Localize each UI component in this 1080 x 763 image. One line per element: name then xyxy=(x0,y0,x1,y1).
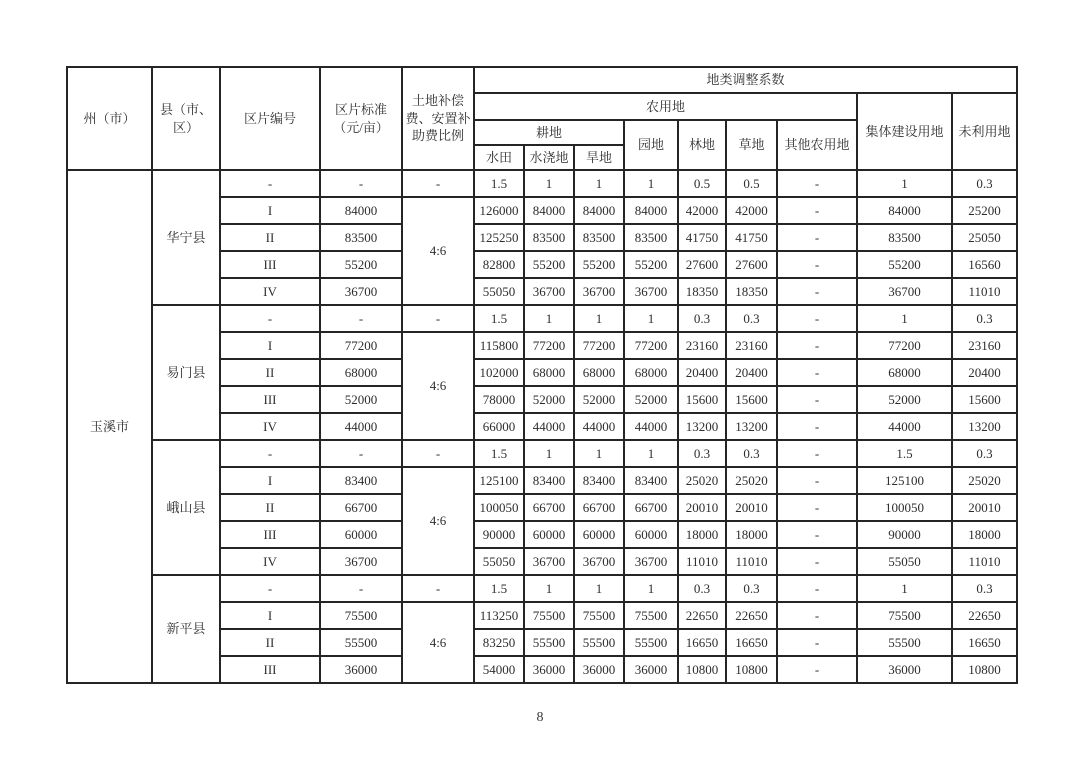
block-standard-cell: 84000 xyxy=(320,197,402,224)
coefficient-value-cell: - xyxy=(777,413,857,440)
header-forest-land: 林地 xyxy=(678,120,726,170)
coefficient-value-cell: 42000 xyxy=(726,197,777,224)
coefficient-value-cell: - xyxy=(777,197,857,224)
header-row-1 xyxy=(67,67,1017,93)
coefficient-value-cell: 60000 xyxy=(524,521,574,548)
coefficient-value-cell: 11010 xyxy=(726,548,777,575)
block-standard-cell: 60000 xyxy=(320,521,402,548)
block-number-cell: II xyxy=(220,494,320,521)
coefficient-value-cell: 20010 xyxy=(678,494,726,521)
coefficient-value-cell: 55200 xyxy=(857,251,952,278)
coefficient-value-cell: 1 xyxy=(524,440,574,467)
coefficient-value-cell: 1 xyxy=(524,575,574,602)
block-standard-cell: 75500 xyxy=(320,602,402,629)
header-agricultural-land: 农用地 xyxy=(474,93,857,120)
coefficient-value-cell: 77200 xyxy=(624,332,678,359)
block-number-cell: IV xyxy=(220,548,320,575)
block-number-cell: III xyxy=(220,656,320,683)
coefficient-value-cell: 60000 xyxy=(624,521,678,548)
block-standard-cell: - xyxy=(320,170,402,197)
county-cell: 易门县 xyxy=(152,305,220,440)
coefficient-value-cell: 55050 xyxy=(474,278,524,305)
coefficient-value-cell: 52000 xyxy=(857,386,952,413)
coefficient-value-cell: 36700 xyxy=(524,278,574,305)
coefficient-value-cell: - xyxy=(777,386,857,413)
header-dry-land: 旱地 xyxy=(574,145,624,170)
coefficient-value-cell: - xyxy=(777,629,857,656)
coefficient-value-cell: 15600 xyxy=(726,386,777,413)
header-state: 州（市） xyxy=(67,67,152,170)
coefficient-value-cell: 0.3 xyxy=(952,305,1017,332)
block-standard-cell: 83500 xyxy=(320,224,402,251)
block-number-cell: - xyxy=(220,575,320,602)
coefficient-value-cell: 1 xyxy=(857,170,952,197)
header-county: 县（市、区） xyxy=(152,67,220,170)
coefficient-value-cell: 83500 xyxy=(524,224,574,251)
block-number-cell: I xyxy=(220,332,320,359)
coefficient-value-cell: 16650 xyxy=(952,629,1017,656)
coefficient-value-cell: 36700 xyxy=(624,278,678,305)
header-cultivated-land: 耕地 xyxy=(474,120,624,145)
block-standard-cell: - xyxy=(320,305,402,332)
coefficient-value-cell: - xyxy=(777,440,857,467)
coefficient-value-cell: 1 xyxy=(624,440,678,467)
coefficient-value-cell: 0.3 xyxy=(952,170,1017,197)
coefficient-value-cell: 83400 xyxy=(624,467,678,494)
coefficient-value-cell: 82800 xyxy=(474,251,524,278)
coefficient-value-cell: 23160 xyxy=(678,332,726,359)
block-standard-cell: 44000 xyxy=(320,413,402,440)
state-cell: 玉溪市 xyxy=(67,170,152,683)
coefficient-value-cell: 1.5 xyxy=(474,575,524,602)
coefficient-value-cell: 125100 xyxy=(474,467,524,494)
coefficient-value-cell: 55050 xyxy=(474,548,524,575)
coefficient-value-cell: 13200 xyxy=(726,413,777,440)
coefficient-value-cell: 75500 xyxy=(524,602,574,629)
block-standard-cell: - xyxy=(320,575,402,602)
coefficient-value-cell: 1 xyxy=(574,575,624,602)
coefficient-value-cell: 0.3 xyxy=(952,575,1017,602)
coefficient-value-cell: 36700 xyxy=(574,278,624,305)
coefficient-value-cell: 77200 xyxy=(857,332,952,359)
coefficient-value-cell: - xyxy=(777,521,857,548)
coefficient-value-cell: 15600 xyxy=(952,386,1017,413)
ratio-cell: 4:6 xyxy=(402,197,474,305)
coefficient-value-cell: 23160 xyxy=(726,332,777,359)
header-adjustment-coefficient: 地类调整系数 xyxy=(474,67,1017,93)
block-standard-cell: 52000 xyxy=(320,386,402,413)
table-row xyxy=(67,440,1017,467)
coefficient-value-cell: 1 xyxy=(624,170,678,197)
coefficient-value-cell: 0.3 xyxy=(678,575,726,602)
ratio-cell: - xyxy=(402,575,474,602)
coefficient-value-cell: 20400 xyxy=(678,359,726,386)
ratio-cell: 4:6 xyxy=(402,602,474,683)
coefficient-value-cell: 83500 xyxy=(624,224,678,251)
header-block-standard: 区片标准（元/亩） xyxy=(320,67,402,170)
coefficient-value-cell: - xyxy=(777,224,857,251)
coefficient-value-cell: 1 xyxy=(624,575,678,602)
coefficient-value-cell: 1 xyxy=(857,575,952,602)
coefficient-value-cell: 66700 xyxy=(524,494,574,521)
coefficient-value-cell: - xyxy=(777,575,857,602)
coefficient-value-cell: 55200 xyxy=(524,251,574,278)
coefficient-value-cell: 11010 xyxy=(952,548,1017,575)
coefficient-value-cell: 23160 xyxy=(952,332,1017,359)
coefficient-value-cell: 83500 xyxy=(574,224,624,251)
block-number-cell: II xyxy=(220,224,320,251)
coefficient-value-cell: 90000 xyxy=(474,521,524,548)
page-number: 8 xyxy=(536,710,544,725)
coefficient-value-cell: 44000 xyxy=(574,413,624,440)
coefficient-value-cell: 52000 xyxy=(624,386,678,413)
coefficient-value-cell: 0.3 xyxy=(726,440,777,467)
coefficient-value-cell: 68000 xyxy=(857,359,952,386)
coefficient-value-cell: 25050 xyxy=(952,224,1017,251)
block-number-cell: I xyxy=(220,602,320,629)
county-cell: 华宁县 xyxy=(152,170,220,305)
block-standard-cell: 36700 xyxy=(320,278,402,305)
coefficient-value-cell: 25020 xyxy=(952,467,1017,494)
block-standard-cell: 55200 xyxy=(320,251,402,278)
coefficient-value-cell: 20010 xyxy=(726,494,777,521)
coefficient-value-cell: 22650 xyxy=(678,602,726,629)
coefficient-value-cell: 10800 xyxy=(678,656,726,683)
coefficient-value-cell: - xyxy=(777,359,857,386)
coefficient-value-cell: 25020 xyxy=(726,467,777,494)
ratio-cell: - xyxy=(402,440,474,467)
ratio-cell: 4:6 xyxy=(402,332,474,440)
coefficient-value-cell: 90000 xyxy=(857,521,952,548)
header-block-number: 区片编号 xyxy=(220,67,320,170)
coefficient-value-cell: 1 xyxy=(574,305,624,332)
coefficient-value-cell: 55500 xyxy=(574,629,624,656)
block-standard-cell: 77200 xyxy=(320,332,402,359)
coefficient-value-cell: 115800 xyxy=(474,332,524,359)
coefficient-value-cell: 25200 xyxy=(952,197,1017,224)
block-number-cell: - xyxy=(220,170,320,197)
coefficient-value-cell: 18000 xyxy=(726,521,777,548)
coefficient-value-cell: 55200 xyxy=(574,251,624,278)
coefficient-value-cell: 0.5 xyxy=(726,170,777,197)
coefficient-value-cell: 100050 xyxy=(857,494,952,521)
table-header xyxy=(67,67,1017,170)
coefficient-value-cell: 36000 xyxy=(624,656,678,683)
coefficient-value-cell: 0.3 xyxy=(678,305,726,332)
block-number-cell: - xyxy=(220,440,320,467)
coefficient-value-cell: - xyxy=(777,602,857,629)
coefficient-value-cell: 68000 xyxy=(624,359,678,386)
coefficient-value-cell: 10800 xyxy=(726,656,777,683)
coefficient-value-cell: 20010 xyxy=(952,494,1017,521)
coefficient-value-cell: 22650 xyxy=(726,602,777,629)
table-row xyxy=(67,170,1017,197)
coefficient-value-cell: 1 xyxy=(574,440,624,467)
ratio-cell: - xyxy=(402,170,474,197)
coefficient-value-cell: 18000 xyxy=(678,521,726,548)
block-number-cell: IV xyxy=(220,413,320,440)
coefficient-value-cell: 11010 xyxy=(678,548,726,575)
coefficient-value-cell: 84000 xyxy=(524,197,574,224)
coefficient-value-cell: 27600 xyxy=(726,251,777,278)
coefficient-value-cell: 25020 xyxy=(678,467,726,494)
block-standard-cell: 83400 xyxy=(320,467,402,494)
table-body xyxy=(67,170,1017,683)
coefficient-value-cell: - xyxy=(777,494,857,521)
coefficient-value-cell: 44000 xyxy=(857,413,952,440)
coefficient-value-cell: 52000 xyxy=(524,386,574,413)
coefficient-value-cell: 83400 xyxy=(524,467,574,494)
coefficient-value-cell: 42000 xyxy=(678,197,726,224)
coefficient-value-cell: 68000 xyxy=(574,359,624,386)
header-grassland: 草地 xyxy=(726,120,777,170)
coefficient-value-cell: 1 xyxy=(857,305,952,332)
coefficient-value-cell: 83250 xyxy=(474,629,524,656)
coefficient-value-cell: 84000 xyxy=(624,197,678,224)
coefficient-value-cell: 1.5 xyxy=(474,440,524,467)
block-standard-cell: 66700 xyxy=(320,494,402,521)
coefficient-value-cell: 55200 xyxy=(624,251,678,278)
coefficient-value-cell: 0.5 xyxy=(678,170,726,197)
block-number-cell: III xyxy=(220,521,320,548)
header-other-agricultural: 其他农用地 xyxy=(777,120,857,170)
coefficient-value-cell: 10800 xyxy=(952,656,1017,683)
coefficient-value-cell: - xyxy=(777,332,857,359)
block-number-cell: IV xyxy=(220,278,320,305)
block-number-cell: II xyxy=(220,359,320,386)
coefficient-value-cell: 36000 xyxy=(574,656,624,683)
coefficient-value-cell: 20400 xyxy=(952,359,1017,386)
coefficient-value-cell: 20400 xyxy=(726,359,777,386)
coefficient-value-cell: 11010 xyxy=(952,278,1017,305)
land-compensation-table xyxy=(66,66,1018,684)
coefficient-value-cell: 44000 xyxy=(524,413,574,440)
coefficient-value-cell: 27600 xyxy=(678,251,726,278)
coefficient-value-cell: 1 xyxy=(524,170,574,197)
header-paddy-field: 水田 xyxy=(474,145,524,170)
coefficient-value-cell: 66700 xyxy=(624,494,678,521)
coefficient-value-cell: 102000 xyxy=(474,359,524,386)
block-standard-cell: 36700 xyxy=(320,548,402,575)
coefficient-value-cell: 55500 xyxy=(524,629,574,656)
coefficient-value-cell: 84000 xyxy=(857,197,952,224)
coefficient-value-cell: 55050 xyxy=(857,548,952,575)
coefficient-value-cell: 1.5 xyxy=(474,170,524,197)
coefficient-value-cell: 44000 xyxy=(624,413,678,440)
ratio-cell: 4:6 xyxy=(402,467,474,575)
coefficient-value-cell: 15600 xyxy=(678,386,726,413)
ratio-cell: - xyxy=(402,305,474,332)
coefficient-value-cell: - xyxy=(777,305,857,332)
coefficient-value-cell: 13200 xyxy=(678,413,726,440)
coefficient-value-cell: 36000 xyxy=(857,656,952,683)
county-cell: 峨山县 xyxy=(152,440,220,575)
coefficient-value-cell: 41750 xyxy=(678,224,726,251)
coefficient-value-cell: 22650 xyxy=(952,602,1017,629)
coefficient-value-cell: 1.5 xyxy=(474,305,524,332)
coefficient-value-cell: 18350 xyxy=(726,278,777,305)
block-number-cell: I xyxy=(220,467,320,494)
block-standard-cell: - xyxy=(320,440,402,467)
coefficient-value-cell: 55500 xyxy=(624,629,678,656)
coefficient-value-cell: 77200 xyxy=(574,332,624,359)
block-standard-cell: 68000 xyxy=(320,359,402,386)
table-row xyxy=(67,305,1017,332)
coefficient-value-cell: 36000 xyxy=(524,656,574,683)
coefficient-value-cell: 83400 xyxy=(574,467,624,494)
coefficient-value-cell: 0.3 xyxy=(952,440,1017,467)
coefficient-value-cell: 125100 xyxy=(857,467,952,494)
coefficient-value-cell: 36700 xyxy=(857,278,952,305)
coefficient-value-cell: 100050 xyxy=(474,494,524,521)
coefficient-value-cell: - xyxy=(777,548,857,575)
coefficient-value-cell: - xyxy=(777,656,857,683)
coefficient-value-cell: 0.3 xyxy=(726,305,777,332)
coefficient-value-cell: 1 xyxy=(574,170,624,197)
block-number-cell: III xyxy=(220,386,320,413)
coefficient-value-cell: 18000 xyxy=(952,521,1017,548)
coefficient-value-cell: 1.5 xyxy=(857,440,952,467)
coefficient-value-cell: 68000 xyxy=(524,359,574,386)
coefficient-value-cell: 18350 xyxy=(678,278,726,305)
coefficient-value-cell: 16650 xyxy=(726,629,777,656)
coefficient-value-cell: 84000 xyxy=(574,197,624,224)
coefficient-value-cell: - xyxy=(777,467,857,494)
block-number-cell: III xyxy=(220,251,320,278)
table-row xyxy=(67,575,1017,602)
coefficient-value-cell: 113250 xyxy=(474,602,524,629)
coefficient-value-cell: 66700 xyxy=(574,494,624,521)
coefficient-value-cell: 55500 xyxy=(857,629,952,656)
coefficient-value-cell: 41750 xyxy=(726,224,777,251)
block-standard-cell: 36000 xyxy=(320,656,402,683)
coefficient-value-cell: 83500 xyxy=(857,224,952,251)
coefficient-value-cell: 126000 xyxy=(474,197,524,224)
coefficient-value-cell: 125250 xyxy=(474,224,524,251)
coefficient-value-cell: 36700 xyxy=(574,548,624,575)
header-unused-land: 未利用地 xyxy=(952,93,1017,170)
block-standard-cell: 55500 xyxy=(320,629,402,656)
coefficient-value-cell: 78000 xyxy=(474,386,524,413)
coefficient-value-cell: - xyxy=(777,278,857,305)
coefficient-value-cell: - xyxy=(777,251,857,278)
coefficient-value-cell: 66000 xyxy=(474,413,524,440)
coefficient-value-cell: 16650 xyxy=(678,629,726,656)
coefficient-value-cell: 1 xyxy=(524,305,574,332)
coefficient-value-cell: 75500 xyxy=(624,602,678,629)
coefficient-value-cell: 36700 xyxy=(524,548,574,575)
coefficient-value-cell: 75500 xyxy=(857,602,952,629)
coefficient-value-cell: 1 xyxy=(624,305,678,332)
header-garden-land: 园地 xyxy=(624,120,678,170)
coefficient-value-cell: - xyxy=(777,170,857,197)
header-compensation-ratio: 土地补偿费、安置补助费比例 xyxy=(402,67,474,170)
header-irrigated-land: 水浇地 xyxy=(524,145,574,170)
coefficient-value-cell: 75500 xyxy=(574,602,624,629)
coefficient-value-cell: 16560 xyxy=(952,251,1017,278)
coefficient-value-cell: 36700 xyxy=(624,548,678,575)
coefficient-value-cell: 60000 xyxy=(574,521,624,548)
coefficient-value-cell: 54000 xyxy=(474,656,524,683)
coefficient-value-cell: 77200 xyxy=(524,332,574,359)
coefficient-value-cell: 0.3 xyxy=(726,575,777,602)
coefficient-value-cell: 52000 xyxy=(574,386,624,413)
block-number-cell: I xyxy=(220,197,320,224)
block-number-cell: II xyxy=(220,629,320,656)
header-collective-construction: 集体建设用地 xyxy=(857,93,952,170)
coefficient-value-cell: 0.3 xyxy=(678,440,726,467)
coefficient-value-cell: 13200 xyxy=(952,413,1017,440)
block-number-cell: - xyxy=(220,305,320,332)
county-cell: 新平县 xyxy=(152,575,220,683)
